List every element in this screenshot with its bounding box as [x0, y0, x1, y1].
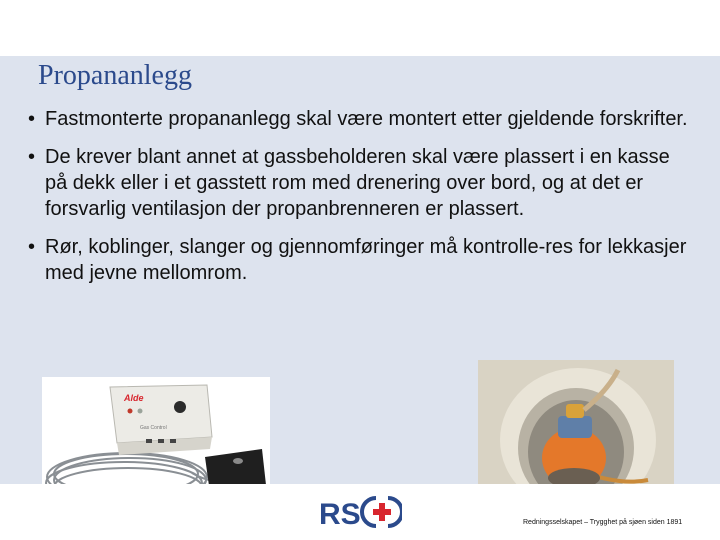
- bullet-text: Rør, koblinger, slanger og gjennomføringer må kontrolle-res for lekkasjer med jevne mellomrom.: [45, 236, 687, 284]
- logo-text: RS: [319, 498, 361, 530]
- rs-logo-mark: [318, 494, 402, 530]
- device-label: Gas Control: [140, 425, 167, 431]
- bullet-text: De krever blant annet at gassbeholderen skal være plassert i en kasse på dekk eller i et gasstett rom med drenering over bord, og at det er forsvarlig ventilasjon der propanbrenneren er plassert.: [45, 146, 670, 220]
- slide-title: Propananlegg: [38, 60, 192, 91]
- bullet-dot: •: [28, 236, 36, 258]
- bullet-item: [28, 234, 688, 286]
- bullet-item: [28, 144, 688, 222]
- rs-logo: [318, 494, 402, 530]
- footer-tagline: Redningsselskapet – Trygghet på sjøen siden 1891: [523, 519, 683, 526]
- bullet-dot: •: [28, 108, 36, 130]
- bullet-text: Fastmonterte propananlegg skal være montert etter gjeldende forskrifter.: [45, 108, 688, 130]
- bullet-list: [28, 106, 688, 298]
- propane-locker-illustration: [478, 360, 674, 504]
- bullet-dot: •: [28, 146, 36, 168]
- brand-text: Alde: [124, 393, 144, 403]
- propane-locker-photo: [478, 360, 674, 504]
- bullet-item: [28, 106, 688, 132]
